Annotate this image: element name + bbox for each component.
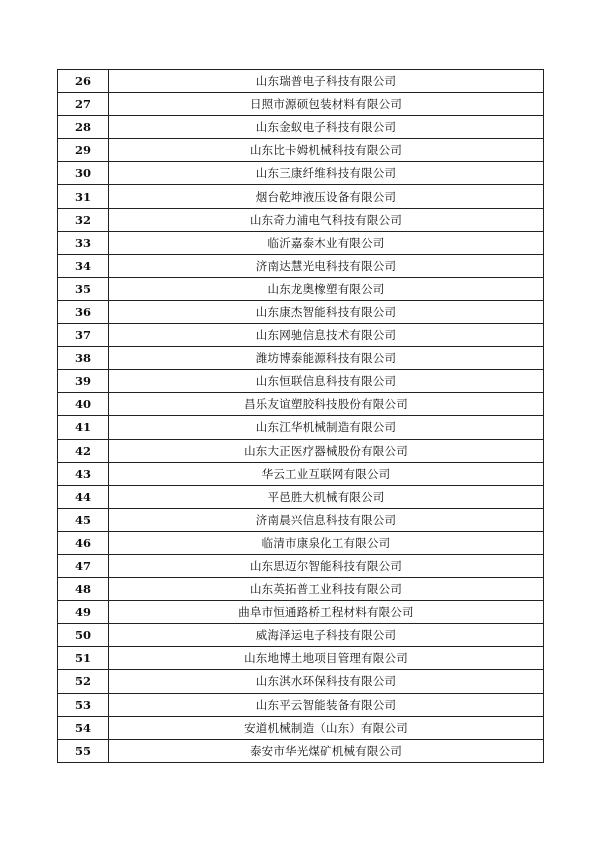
company-name: 烟台乾坤液压设备有限公司	[109, 185, 544, 208]
row-number: 27	[58, 93, 109, 116]
company-name: 山东江华机械制造有限公司	[109, 416, 544, 439]
table-row	[58, 462, 544, 485]
table-row	[58, 93, 544, 116]
company-name: 山东龙奥橡塑有限公司	[109, 277, 544, 300]
row-number: 55	[58, 739, 109, 762]
company-name: 平邑胜大机械有限公司	[109, 485, 544, 508]
table-row	[58, 578, 544, 601]
company-name: 昌乐友谊塑胶科技股份有限公司	[109, 393, 544, 416]
row-number: 30	[58, 162, 109, 185]
table-row	[58, 739, 544, 762]
company-name: 山东金蚁电子科技有限公司	[109, 116, 544, 139]
company-name: 华云工业互联网有限公司	[109, 462, 544, 485]
row-number: 48	[58, 578, 109, 601]
row-number: 53	[58, 693, 109, 716]
table-body	[58, 70, 544, 763]
row-number: 36	[58, 300, 109, 323]
company-list-table	[57, 69, 544, 763]
company-name: 济南达慧光电科技有限公司	[109, 254, 544, 277]
table-row	[58, 647, 544, 670]
table-row	[58, 231, 544, 254]
company-name: 威海泽运电子科技有限公司	[109, 624, 544, 647]
row-number: 54	[58, 716, 109, 739]
row-number: 41	[58, 416, 109, 439]
company-name: 山东瑞普电子科技有限公司	[109, 70, 544, 93]
table-row	[58, 162, 544, 185]
row-number: 45	[58, 508, 109, 531]
row-number: 38	[58, 347, 109, 370]
row-number: 34	[58, 254, 109, 277]
row-number: 50	[58, 624, 109, 647]
row-number: 35	[58, 277, 109, 300]
company-name: 山东地博土地项目管理有限公司	[109, 647, 544, 670]
table-row	[58, 624, 544, 647]
row-number: 37	[58, 324, 109, 347]
row-number: 26	[58, 70, 109, 93]
table-row	[58, 416, 544, 439]
row-number: 46	[58, 531, 109, 554]
table-row	[58, 116, 544, 139]
table-row	[58, 716, 544, 739]
row-number: 40	[58, 393, 109, 416]
row-number: 28	[58, 116, 109, 139]
row-number: 42	[58, 439, 109, 462]
company-name: 山东三康纤维科技有限公司	[109, 162, 544, 185]
row-number: 32	[58, 208, 109, 231]
table-row	[58, 439, 544, 462]
table-row	[58, 554, 544, 577]
company-name: 潍坊博泰能源科技有限公司	[109, 347, 544, 370]
company-name: 安道机械制造（山东）有限公司	[109, 716, 544, 739]
company-name: 山东英拓普工业科技有限公司	[109, 578, 544, 601]
table-row	[58, 393, 544, 416]
company-name: 山东大正医疗器械股份有限公司	[109, 439, 544, 462]
row-number: 31	[58, 185, 109, 208]
company-name: 临清市康泉化工有限公司	[109, 531, 544, 554]
table-row	[58, 254, 544, 277]
row-number: 33	[58, 231, 109, 254]
company-name: 曲阜市恒通路桥工程材料有限公司	[109, 601, 544, 624]
row-number: 47	[58, 554, 109, 577]
company-name: 山东比卡姆机械科技有限公司	[109, 139, 544, 162]
table-row	[58, 347, 544, 370]
row-number: 29	[58, 139, 109, 162]
table-row	[58, 601, 544, 624]
row-number: 39	[58, 370, 109, 393]
table-row	[58, 208, 544, 231]
company-name: 山东淇水环保科技有限公司	[109, 670, 544, 693]
row-number: 49	[58, 601, 109, 624]
table-row	[58, 300, 544, 323]
company-name: 济南晨兴信息科技有限公司	[109, 508, 544, 531]
company-name: 临沂嘉泰木业有限公司	[109, 231, 544, 254]
table-row	[58, 70, 544, 93]
table-row	[58, 508, 544, 531]
company-name: 山东思迈尔智能科技有限公司	[109, 554, 544, 577]
table-row	[58, 531, 544, 554]
table-row	[58, 324, 544, 347]
table-row	[58, 185, 544, 208]
table-row	[58, 139, 544, 162]
row-number: 51	[58, 647, 109, 670]
company-name: 山东恒联信息科技有限公司	[109, 370, 544, 393]
company-name: 山东网驰信息技术有限公司	[109, 324, 544, 347]
company-name: 山东康杰智能科技有限公司	[109, 300, 544, 323]
row-number: 43	[58, 462, 109, 485]
table-row	[58, 693, 544, 716]
company-name: 日照市源硕包装材料有限公司	[109, 93, 544, 116]
company-name: 山东平云智能装备有限公司	[109, 693, 544, 716]
company-name: 山东奇力浦电气科技有限公司	[109, 208, 544, 231]
row-number: 52	[58, 670, 109, 693]
table-row	[58, 277, 544, 300]
table-row	[58, 370, 544, 393]
row-number: 44	[58, 485, 109, 508]
table-row	[58, 670, 544, 693]
company-name: 泰安市华光煤矿机械有限公司	[109, 739, 544, 762]
table-row	[58, 485, 544, 508]
